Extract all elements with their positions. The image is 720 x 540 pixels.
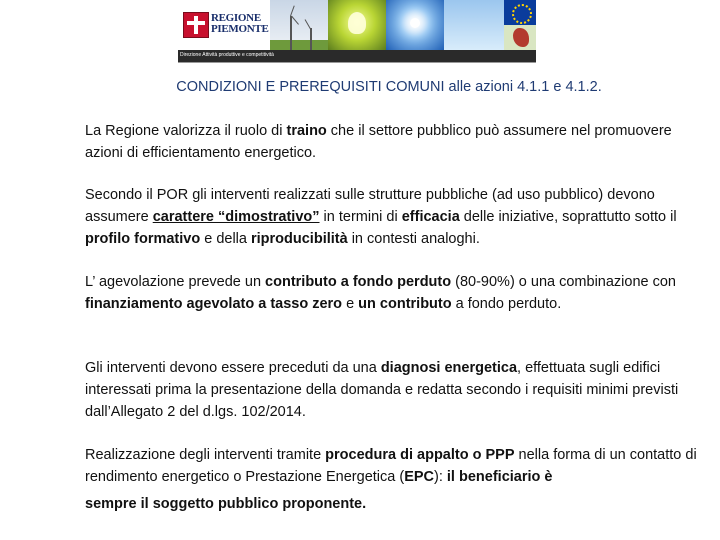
turbine-blade-icon <box>290 5 295 16</box>
turbine-pole-icon <box>290 16 292 50</box>
p2-text-g: e della <box>200 231 251 247</box>
banner-strip-text: Direzione Attività produttive e competitività <box>180 52 274 58</box>
p2-text-i: in contesti analoghi. <box>347 231 480 247</box>
regione-cross-icon <box>183 12 209 38</box>
p1-bold-traino: traino <box>286 123 327 139</box>
sky-image <box>444 0 504 50</box>
turbine-blade-icon <box>305 19 311 29</box>
p5-bold-beneficiario: il beneficiario è <box>446 469 553 485</box>
light-bulb-image <box>328 0 386 50</box>
logo-line-2: PIEMONTE <box>211 23 269 35</box>
turbine-blade-icon <box>291 16 299 25</box>
p3-bold-un-contributo: un contributo <box>358 296 452 312</box>
paragraph-agevolazione <box>85 271 705 315</box>
p5-bold-soggetto: sempre il soggetto pubblico proponente. <box>85 496 367 512</box>
eu-stars-icon <box>512 4 532 24</box>
p2-text-c: in termini di <box>319 209 402 225</box>
title-suffix: alle azioni 4.1.1 e 4.1.2. <box>444 79 602 95</box>
p3-text-a: L’ agevolazione prevede un <box>85 274 266 290</box>
p5-bold-procedura: procedura di appalto o PPP <box>325 447 515 463</box>
header-banner <box>178 0 536 63</box>
paragraph-traino <box>85 120 705 164</box>
region-shape-icon <box>513 28 529 47</box>
wind-turbine-image <box>270 0 328 50</box>
piemonte-map-icon <box>504 25 536 50</box>
p1-text-c: che il settore pubblico può assumere nel promuovere azioni di efficientamento energetico. <box>85 123 672 161</box>
grass-strip <box>270 40 330 50</box>
regione-piemonte-logo <box>178 0 270 50</box>
p1-text-a: La Regione valorizza il ruolo di <box>85 123 287 139</box>
p2-bold-efficacia: efficacia <box>401 209 460 225</box>
paragraph-diagnosi <box>85 357 705 423</box>
p3-bold-contributo: contributo a fondo perduto <box>265 274 452 290</box>
p3-text-g: a fondo perduto. <box>451 296 562 312</box>
p5-text-c: nella forma di un contatto di rendimento energetico o Prestazione Energetica ( <box>85 447 697 485</box>
p5-text-a: Realizzazione degli interventi tramite <box>85 447 326 463</box>
p3-text-e: e <box>342 296 359 312</box>
p2-bold-carattere: carattere “dimostrativo” <box>152 209 320 225</box>
p3-bold-finanziamento: finanziamento agevolato a tasso zero <box>85 296 343 312</box>
p4-text-a: Gli interventi devono essere preceduti da una <box>85 360 381 376</box>
eu-flag-icon <box>504 0 536 25</box>
p5-text-e: ): <box>434 469 447 485</box>
sun-icon <box>410 18 420 28</box>
sun-image <box>386 0 444 50</box>
p5-bold-epc: EPC <box>404 469 435 485</box>
bulb-icon <box>348 12 366 34</box>
p2-text-a: Secondo il POR gli interventi realizzati sulle strutture pubbliche (ad uso pubblico) devono assumere <box>85 187 655 225</box>
paragraph-appalto <box>85 444 705 515</box>
logo-line-1: REGIONE <box>211 12 261 24</box>
banner-strip <box>178 50 536 62</box>
p4-text-c: , effettuata sugli edifici interessati prima la presentazione della domanda e redatta secondo i requisiti minimi previsti dall’Allegato 2 del d.lgs. 102/2014. <box>85 360 679 420</box>
logo-text <box>211 13 269 35</box>
slide-title <box>0 79 720 95</box>
p2-bold-riproducibilita: riproducibilità <box>251 231 348 247</box>
title-prefix: CONDIZIONI E PREREQUISITI COMUNI <box>176 79 445 95</box>
turbine-pole-icon <box>310 28 312 50</box>
p2-text-e: delle iniziative, soprattutto sotto il <box>459 209 677 225</box>
p2-bold-profilo: profilo formativo <box>85 231 201 247</box>
p3-text-c: (80-90%) o una combinazione con <box>451 274 676 290</box>
paragraph-dimostrativo <box>85 184 705 250</box>
p4-bold-diagnosi: diagnosi energetica <box>380 360 518 376</box>
